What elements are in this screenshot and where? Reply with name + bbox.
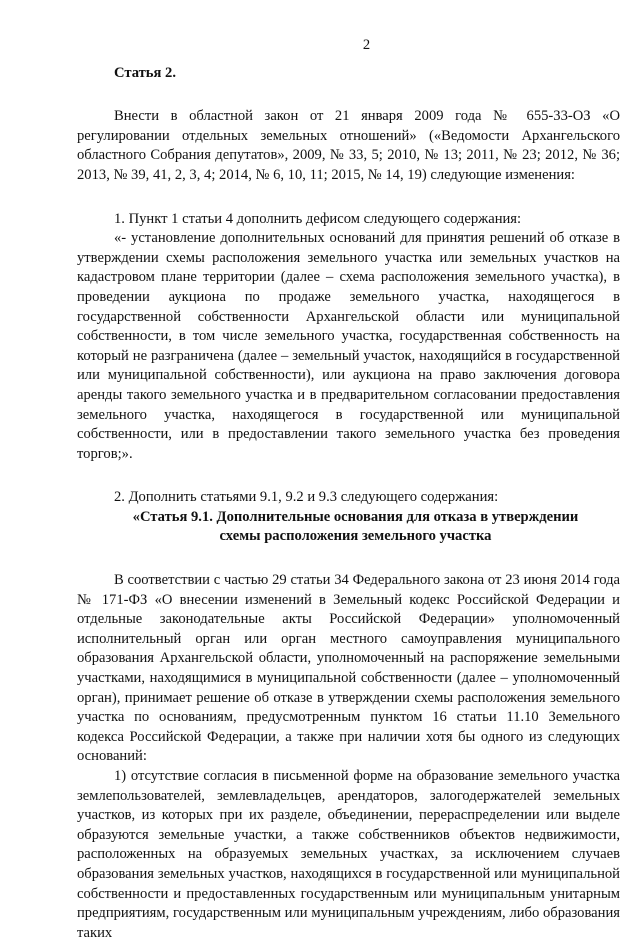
article-9-1-heading-line1: «Статья 9.1. Дополнительные основания для отказа в утверждении bbox=[132, 508, 579, 525]
item-1-quote: «- установление дополнительных оснований для принятия решений об отказе в утверждении схемы расположения земельного участка или земельных участков на кадастровом плане территории (далее – схема расположения земельного участка), в проведении аукциона по продаже земельного участка, находящегося в государственной собственности Архангельской области или муниципальной собственности, в том числе земельного участка, государственная собственность на который не разграничена (далее – земельный участок, находящийся в государственной или муниципальной собственности), или аукциона на право заключения договора аренды такого земельного участка и в предварительном согласовании предоставления земельного участка, находящегося в государственной или муниципальной собственности, или в предоставлении такого земельного участка без проведения торгов;». bbox=[77, 230, 620, 462]
article-heading: Статья 2. bbox=[114, 64, 176, 81]
intro-paragraph: Внести в областной закон от 21 января 2009 года № 655-33-ОЗ «О регулировании отдельных земельных отношений» («Ведомости Архангельского областного Собрания депутатов», 2009, № 33, 5; 2010, № 13; 2011, № 23; 2012, № 36; 2013, № 39, 41, 2, 3, 4; 2014, № 6, 10, 11; 2015, № 14, 19) следующие изменения: bbox=[77, 108, 620, 183]
page-number: 2 bbox=[362, 37, 371, 53]
article-9-1-heading-line2: схемы расположения земельного участка bbox=[219, 528, 492, 545]
item-1-lead: 1. Пункт 1 статьи 4 дополнить дефисом следующего содержания: bbox=[114, 210, 522, 227]
item-2-lead: 2. Дополнить статьями 9.1, 9.2 и 9.3 следующего содержания: bbox=[114, 489, 499, 506]
article-9-1-sub-item-1: 1) отсутствие согласия в письменной форме на образование земельного участка землепользователей, землевладельцев, арендаторов, залогодержателей земельных участков, из которых при их разделе, объединении, перераспределении или выделе образуются земельные участки, а также собственников объектов недвижимости, расположенных на образуемых земельных участках, за исключением случаев образования земельных участков, находящихся в государственной или муниципальной собственности и предоставленных государственным или муниципальным унитарным предприятиям, государственным или муниципальным учреждениям, либо образования таких bbox=[77, 768, 620, 941]
article-9-1-body: В соответствии с частью 29 статьи 34 Федерального закона от 23 июня 2014 года № 171-ФЗ «О внесении изменений в Земельный кодекс Российской Федерации и отдельные законодательные акты Российской Федерации» уполномоченный исполнительный орган или орган местного самоуправления муниципального образования Архангельской области, уполномоченный на распоряжение земельными участками, находящимися в муниципальной собственности (далее – уполномоченный орган), принимает решение об отказе в утверждении схемы расположения земельного участка по основаниям, предусмотренным пунктом 16 статьи 11.10 Земельного кодекса Российской Федерации, а также при наличии хотя бы одного из следующих оснований: bbox=[77, 572, 620, 765]
article-9-1-heading bbox=[77, 508, 620, 547]
